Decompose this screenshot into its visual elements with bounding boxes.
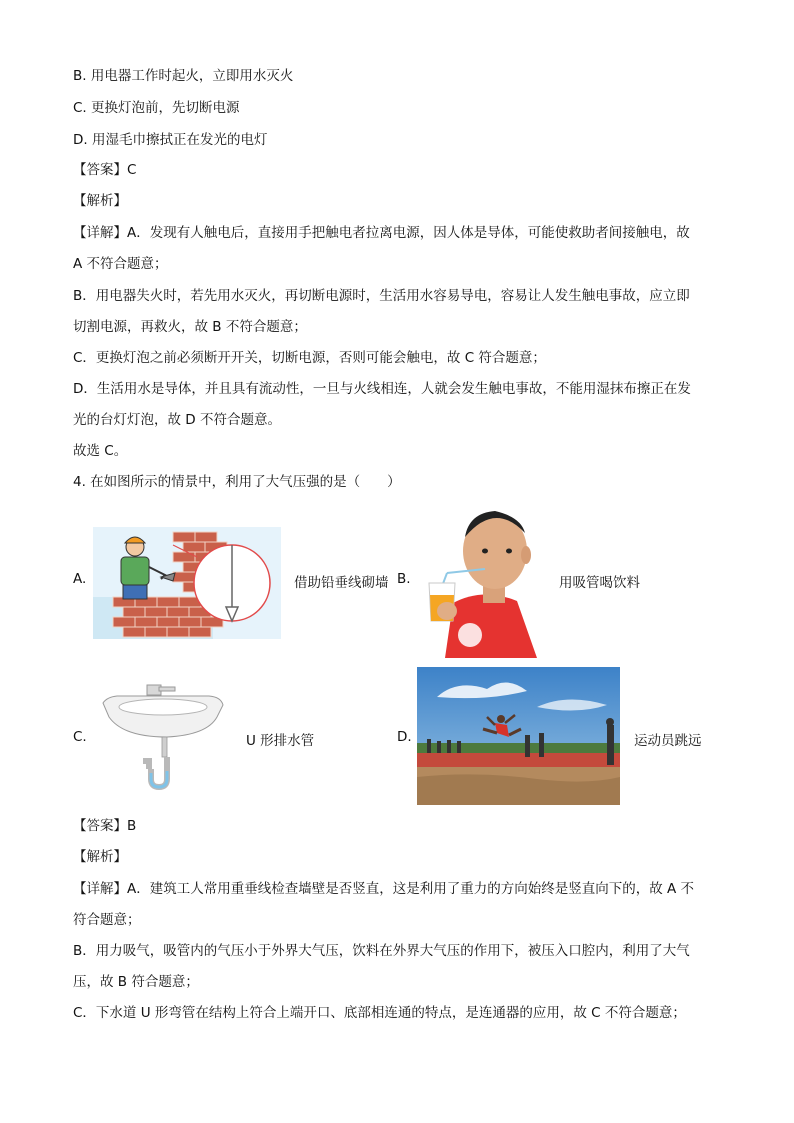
option-a-label: A. (73, 571, 87, 587)
option-c-caption: U 形排水管 (246, 733, 315, 749)
answer-line: 【答案】B (73, 818, 137, 834)
option-b: B. 用电器工作时起火，立即用水灭火 (73, 68, 294, 84)
option-b-label: B. (397, 571, 411, 587)
long-jump-photo (417, 667, 620, 805)
detail-line: 切割电源，再救火，故 B 不符合题意； (73, 319, 307, 335)
detail-line: C．下水道 U 形弯管在结构上符合上端开口、底部相连通的特点，是连通器的应用，故 C 不符合题意； (73, 1005, 686, 1021)
detail-line: 故选 C。 (73, 443, 128, 459)
detail-line: B．用电器失火时，若先用水灭火，再切断电源时，生活用水容易导电，容易让人发生触电事故，应立即 (73, 288, 690, 304)
detail-line: 【详解】A．建筑工人常用重垂线检查墙壁是否竖直，这是利用了重力的方向始终是竖直向下的，故 A 不 (73, 881, 695, 897)
option-d-label: D. (397, 729, 412, 745)
option-b-caption: 用吸管喝饮料 (559, 575, 640, 591)
answer-line: 【答案】C (73, 162, 137, 178)
detail-line: A 不符合题意； (73, 256, 168, 272)
boy-drinking-image (425, 503, 543, 658)
detail-line: B．用力吸气，吸管内的气压小于外界大气压，饮料在外界大气压的作用下，被压入口腔内，利用了大气 (73, 943, 690, 959)
option-d-caption: 运动员跳远 (634, 733, 702, 749)
analysis-heading: 【解析】 (73, 193, 127, 209)
sink-drain-image (97, 683, 227, 793)
analysis-heading: 【解析】 (73, 849, 127, 865)
question-stem: 4. 在如图所示的情景中，利用了大气压强的是（ ） (73, 474, 401, 490)
detail-line: C．更换灯泡之前必须断开开关，切断电源，否则可能会触电，故 C 符合题意； (73, 350, 546, 366)
option-d: D. 用湿毛巾擦拭正在发光的电灯 (73, 132, 268, 148)
option-a-caption: 借助铅垂线砌墙 (294, 575, 389, 591)
detail-line: 压，故 B 符合题意； (73, 974, 199, 990)
detail-line: 符合题意； (73, 912, 141, 928)
detail-line: 【详解】A．发现有人触电后，直接用手把触电者拉离电源，因人体是导体，可能使救助者间接触电，故 (73, 225, 690, 241)
detail-line: 光的台灯灯泡，故 D 不符合题意。 (73, 412, 281, 428)
option-c: C. 更换灯泡前，先切断电源 (73, 100, 240, 116)
bricklayer-image (93, 527, 281, 639)
detail-line: D．生活用水是导体，并且具有流动性，一旦与火线相连，人就会发生触电事故，不能用湿抹布擦正在发 (73, 381, 691, 397)
option-c-label: C. (73, 729, 87, 745)
